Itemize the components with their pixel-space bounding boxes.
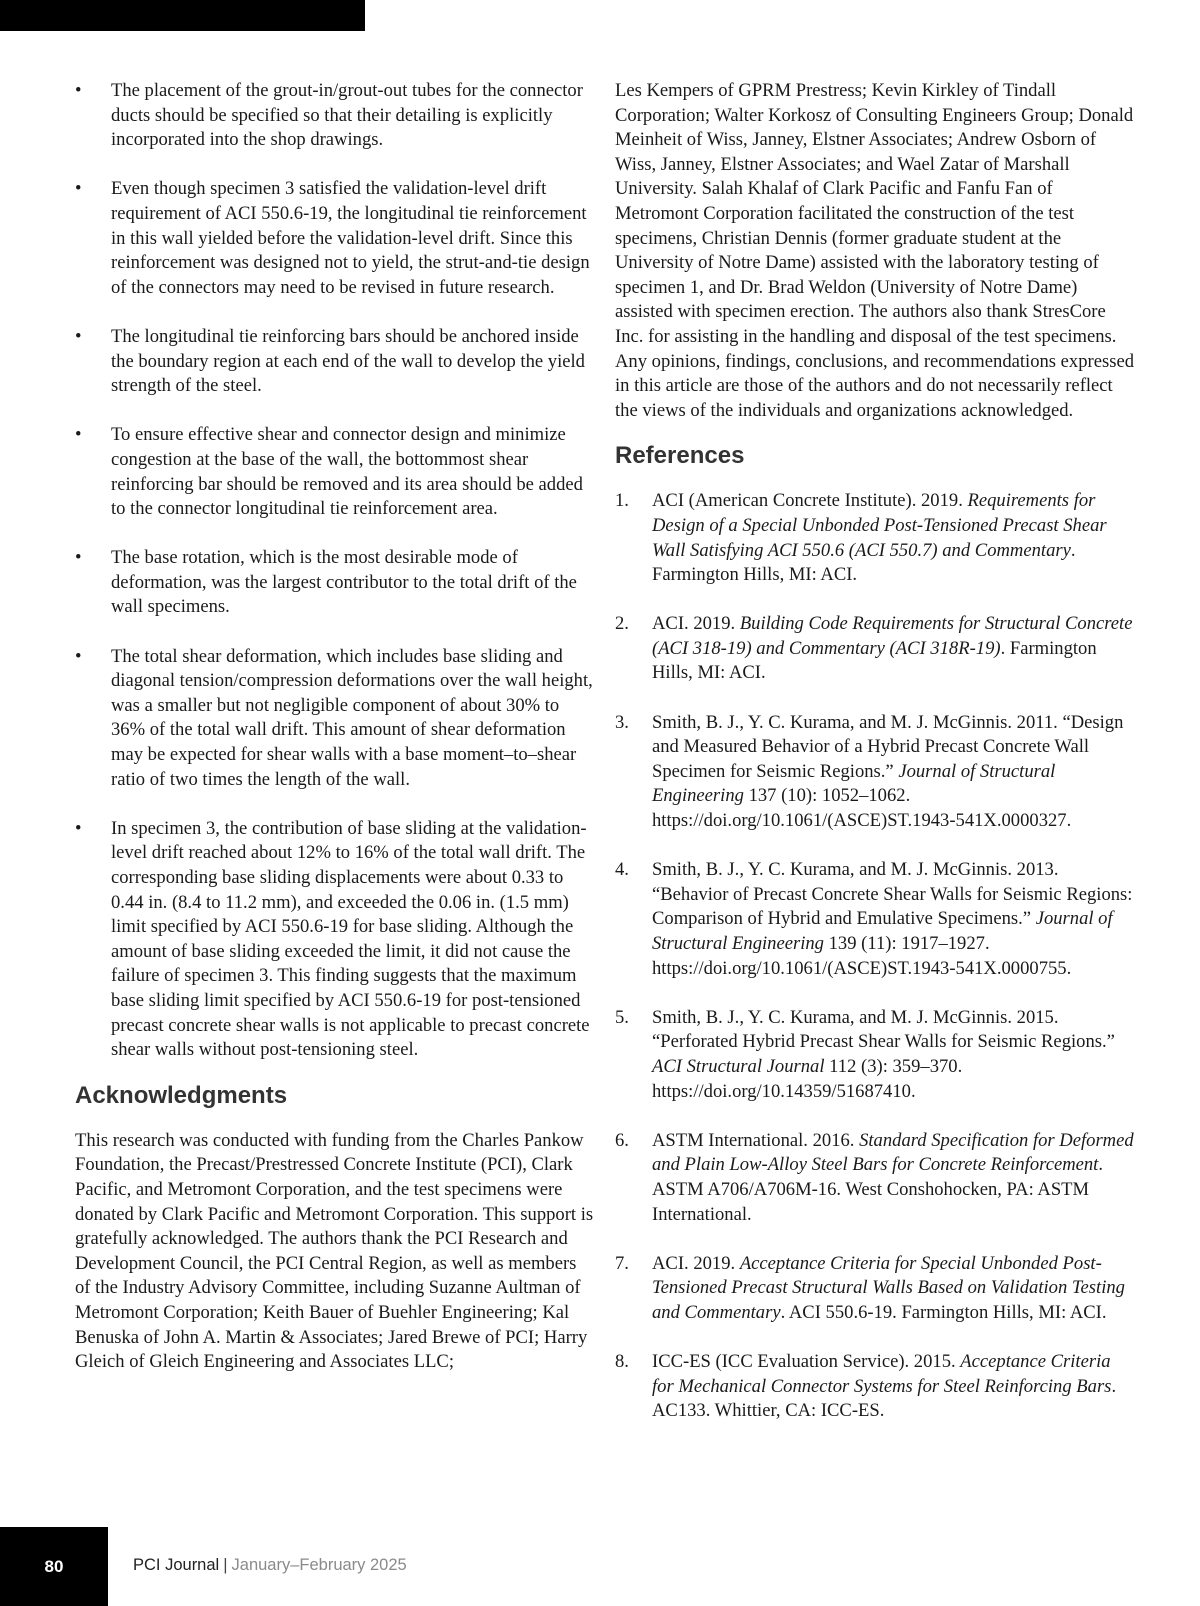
reference-text: ICC-ES (ICC Evaluation Service). 2015. xyxy=(652,1351,961,1373)
bullet-dot: • xyxy=(75,80,82,101)
reference-number: 3. xyxy=(615,711,629,733)
reference-text: ACI. 2019. xyxy=(652,1252,740,1274)
reference-text: . ACI 550.6-19. Farmington Hills, MI: ACI. xyxy=(780,1301,1107,1323)
reference-item xyxy=(615,1252,1135,1326)
bullet-text: In specimen 3, the contribution of base sliding at the validation-level drift reached about 12% to 16% of the total wall drift. The corresponding base sliding displacements were about 0.33 to 0.44 in. (8.4 to 11.2 mm), and exceeded the 0.06 in. (1.5 mm) limit specified by ACI 550.6-19 for base sliding. Although the amount of base sliding exceeded the limit, it did not cause the failure of specimen 3. This finding suggests that the maximum base sliding limit specified by ACI 550.6-19 for post-tensioned precast concrete shear walls is not applicable to precast concrete shear walls without post-tensioning steel. xyxy=(111,817,590,1061)
acknowledgments-text: This research was conducted with funding from the Charles Pankow Foundation, the Precast/Prestressed Concrete Institute (PCI), Clark Pacific, and Metromont Corporation, and the test specimens were donated by Clark Pacific and Metromont Corporation. This support is gratefully acknowledged. The authors thank the PCI Research and Development Council, the PCI Central Region, as well as members of the Industry Advisory Committee, including Suzanne Aultman of Metromont Corporation; Keith Bauer of Buehler Engineering; Kal Benuska of John A. Martin & Associates; Jared Brewe of PCI; Harry Gleich of Gleich Engineering and Associates LLC; xyxy=(75,1129,594,1373)
bullet-text: To ensure effective shear and connector design and minimize congestion at the base of the wall, the bottommost shear reinforcing bar should be removed and its area should be added to the connector longitudinal tie reinforcement area. xyxy=(111,424,583,520)
reference-text: 139 (11): 1917–1927. https://doi.org/10.1061/(ASCE)ST.1943-541X.0000755. xyxy=(652,933,1072,979)
reference-text: Smith, B. J., Y. C. Kurama, and M. J. McGinnis. 2011. “Design and Measured Behavior of a Hybrid Precast Concrete Wall Specimen for Seismic Regions.” xyxy=(652,711,1124,782)
reference-number: 8. xyxy=(615,1351,629,1373)
reference-title: Acceptance Criteria for Special Unbonded Post-Tensioned Precast Structural Walls Based on Validation Testing and Commentary xyxy=(652,1252,1125,1323)
right-column xyxy=(615,79,1135,1448)
reference-number: 4. xyxy=(615,859,629,881)
reference-text: . Farmington Hills, MI: ACI. xyxy=(652,637,1097,684)
reference-journal: Journal of Structural Engineering xyxy=(652,908,1113,954)
bullet-item xyxy=(75,423,595,521)
reference-item xyxy=(615,858,1135,981)
reference-item xyxy=(615,489,1135,587)
reference-journal: ACI Structural Journal xyxy=(652,1055,825,1077)
reference-number: 5. xyxy=(615,1006,629,1028)
reference-item xyxy=(615,612,1135,686)
reference-number: 2. xyxy=(615,613,629,635)
issue-date: January–February 2025 xyxy=(231,1556,407,1574)
bullet-dot: • xyxy=(75,547,82,569)
reference-text: Smith, B. J., Y. C. Kurama, and M. J. McGinnis. 2015. “Perforated Hybrid Precast Shear Walls for Seismic Regions.” xyxy=(652,1006,1115,1053)
left-column xyxy=(75,79,595,1399)
reference-item xyxy=(615,711,1135,834)
reference-title: Building Code Requirements for Structural Concrete (ACI 318-19) and Commentary (ACI 318R-19) xyxy=(652,613,1133,659)
reference-item xyxy=(615,1350,1135,1424)
reference-text: . Farmington Hills, MI: ACI. xyxy=(652,539,1076,586)
bullet-item xyxy=(75,79,595,153)
acknowledgments-heading: Acknowledgments xyxy=(75,1081,288,1109)
reference-number: 7. xyxy=(615,1252,629,1274)
reference-title: Requirements for Design of a Special Unbonded Post-Tensioned Precast Shear Wall Satisfying ACI 550.6 (ACI 550.7) and Commentary xyxy=(652,490,1107,561)
reference-text: . AC133. Whittier, CA: ICC-ES. xyxy=(652,1375,1117,1422)
reference-title: Acceptance Criteria for Mechanical Connector Systems for Steel Reinforcing Bars xyxy=(652,1351,1112,1397)
bullet-item xyxy=(75,817,595,1063)
bullet-dot: • xyxy=(75,817,82,839)
bullet-text: The longitudinal tie reinforcing bars should be anchored inside the boundary region at each end of the wall to develop the yield strength of the steel. xyxy=(111,325,585,397)
bullet-dot: • xyxy=(75,178,82,200)
bullet-text: Even though specimen 3 satisfied the validation-level drift requirement of ACI 550.6-19, the longitudinal tie reinforcement in this wall yielded before the validation-level drift. Since this reinforcement was designed not to yield, the strut-and-tie design of the connectors may need to be revised in future research. xyxy=(111,178,590,298)
top-black-bar xyxy=(0,0,365,31)
bullet-item xyxy=(75,546,595,620)
journal-name: PCI Journal xyxy=(133,1556,220,1574)
bullet-text: The base rotation, which is the most desirable mode of deformation, was the largest contributor to the total drift of the wall specimens. xyxy=(111,547,577,618)
bullet-item xyxy=(75,177,595,300)
reference-text: 112 (3): 359–370. https://doi.org/10.14359/51687410. xyxy=(652,1055,963,1102)
bullet-dot: • xyxy=(75,645,82,667)
reference-text: ASTM International. 2016. xyxy=(652,1129,860,1151)
acknowledgments-text-continued: Les Kempers of GPRM Prestress; Kevin Kirkley of Tindall Corporation; Walter Korkosz of Consulting Engineers Group; Donald Meinheit of Wiss, Janney, Elstner Associates; Andrew Osborn of Wiss, Janney, Elstner Associates; and Wael Zatar of Marshall University. Salah Khalaf of Clark Pacific and Fanfu Fan of Metromont Corporation facilitated the construction of the test specimens, Christian Dennis (former graduate student at the University of Notre Dame) assisted with the laboratory testing of specimen 1, and Dr. Brad Weldon (University of Notre Dame) assisted with specimen erection. The authors also thank StresCore Inc. for assisting in the handling and disposal of the test specimens. Any opinions, findings, conclusions, and recommendations expressed in this article are those of the authors and do not necessarily reflect the views of the individuals and organizations acknowledged. xyxy=(615,80,1134,421)
reference-text: 137 (10): 1052–1062. https://doi.org/10.1061/(ASCE)ST.1943-541X.0000327. xyxy=(652,785,1072,832)
footer-separator: | xyxy=(223,1556,228,1574)
reference-text: ACI. 2019. xyxy=(652,613,740,635)
page-number: 80 xyxy=(44,1557,64,1576)
reference-title: Standard Specification for Deformed and Plain Low-Alloy Steel Bars for Concrete Reinforcement xyxy=(652,1129,1134,1176)
bullet-item xyxy=(75,645,595,793)
bullet-item xyxy=(75,325,595,399)
reference-text: Smith, B. J., Y. C. Kurama, and M. J. McGinnis. 2013. “Behavior of Precast Concrete Shear Walls for Seismic Regions: Comparison of Hybrid and Emulative Specimens.” xyxy=(652,859,1133,930)
bullet-text: The total shear deformation, which includes base sliding and diagonal tension/compression deformations over the wall height, was a smaller but not negligible component of about 30% to 36% of the total wall drift. This amount of shear deformation may be expected for shear walls with a base moment–to–shear ratio of two times the length of the wall. xyxy=(111,645,593,790)
reference-number: 6. xyxy=(615,1129,629,1151)
reference-journal: Journal of Structural Engineering xyxy=(652,760,1056,807)
reference-item xyxy=(615,1129,1135,1227)
footer-running-head xyxy=(133,1556,407,1575)
reference-text: . ASTM A706/A706M-16. West Conshohocken, PA: ASTM International. xyxy=(652,1154,1103,1225)
reference-number: 1. xyxy=(615,490,629,512)
bullet-dot: • xyxy=(75,325,82,347)
references-heading: References xyxy=(615,442,745,470)
references-list xyxy=(615,489,1135,1424)
bullet-text: The placement of the grout-in/grout-out tubes for the connector ducts should be specified so that their detailing is explicitly incorporated into the shop drawings. xyxy=(111,80,583,151)
reference-text: ACI (American Concrete Institute). 2019. xyxy=(652,490,968,512)
bullet-dot: • xyxy=(75,424,82,446)
reference-item xyxy=(615,1006,1135,1104)
